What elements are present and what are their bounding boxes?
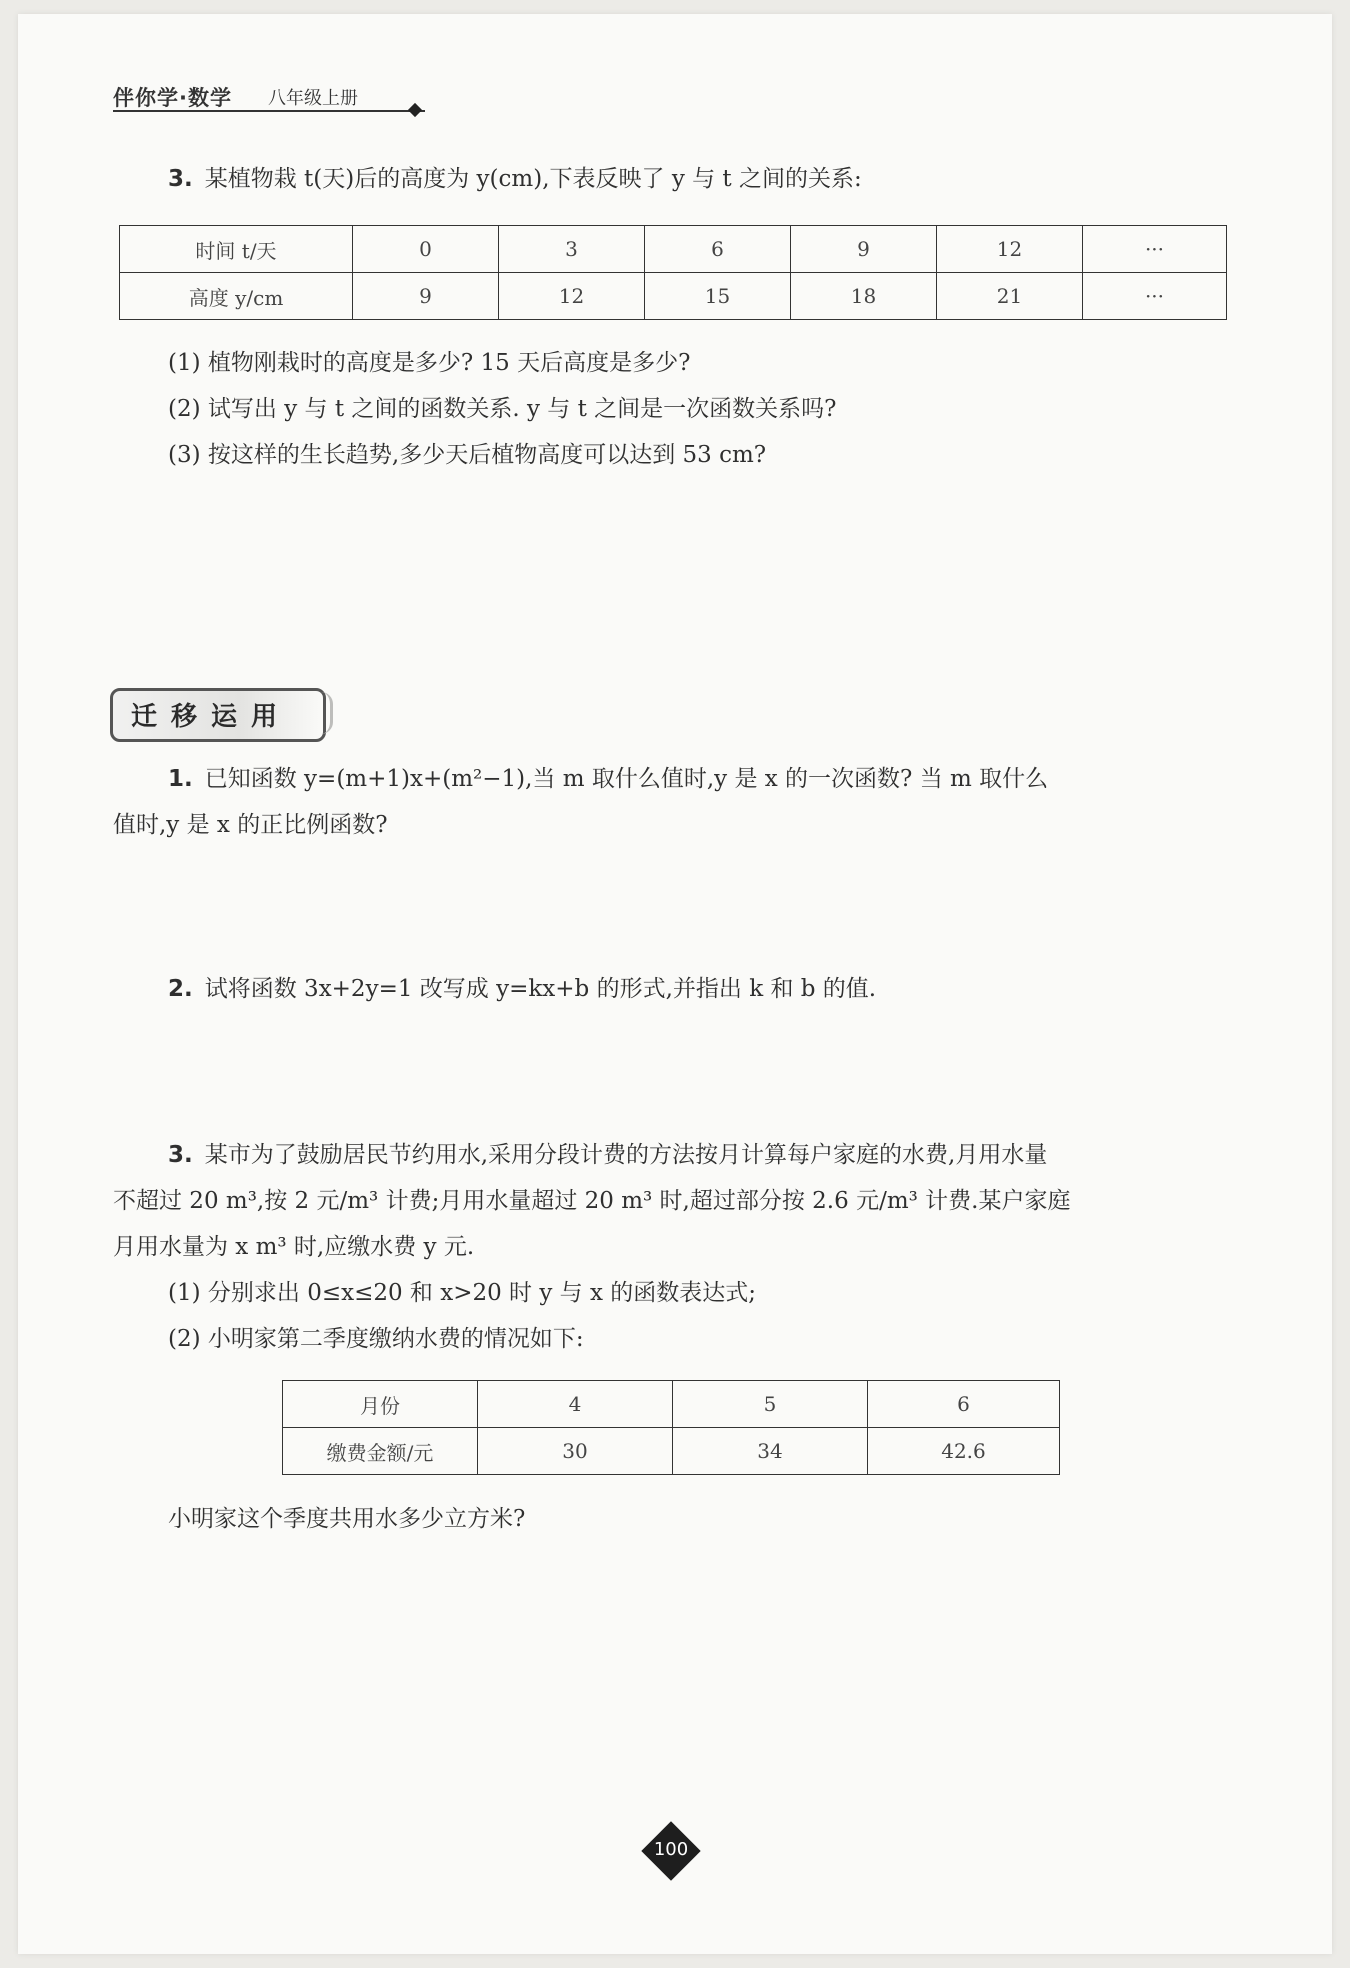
table-cell: 4 xyxy=(478,1381,673,1428)
water-fee-table xyxy=(282,1380,1060,1475)
table-row-label: 缴费金额/元 xyxy=(283,1428,478,1475)
subquestion: (3) 按这样的生长趋势,多少天后植物高度可以达到 53 cm? xyxy=(168,442,767,468)
table-cell: 6 xyxy=(645,226,791,273)
subquestion: (1) 分别求出 0≤x≤20 和 x>20 时 y 与 x 的函数表达式; xyxy=(168,1280,757,1306)
badge-decoration xyxy=(316,692,333,734)
growth-table xyxy=(119,225,1227,320)
table-cell: ··· xyxy=(1083,226,1227,273)
question-3-stem: 3. 某植物栽 t(天)后的高度为 y(cm),下表反映了 y 与 t 之间的关系: xyxy=(168,166,862,192)
table-cell: 0 xyxy=(353,226,499,273)
table-cell: 9 xyxy=(791,226,937,273)
table-cell: 30 xyxy=(478,1428,673,1475)
table-cell: ··· xyxy=(1083,273,1227,320)
table-row-label: 高度 y/cm xyxy=(120,273,353,320)
question-1-line2: 值时,y 是 x 的正比例函数? xyxy=(113,812,388,838)
subquestion: (2) 试写出 y 与 t 之间的函数关系. y 与 t 之间是一次函数关系吗? xyxy=(168,396,837,422)
table-row xyxy=(120,273,1227,320)
question-3-line2: 不超过 20 m³,按 2 元/m³ 计费;月用水量超过 20 m³ 时,超过部分按 2.6 元/m³ 计费.某户家庭 xyxy=(113,1188,1071,1214)
table-cell: 3 xyxy=(499,226,645,273)
page-number: 100 xyxy=(653,1839,689,1860)
book-brand: 伴你学·数学 xyxy=(113,86,232,110)
table-cell: 9 xyxy=(353,273,499,320)
table-cell: 5 xyxy=(673,1381,868,1428)
question-3-line1: 3. 某市为了鼓励居民节约用水,采用分段计费的方法按月计算每户家庭的水费,月用水量 xyxy=(168,1142,1048,1168)
table-cell: 18 xyxy=(791,273,937,320)
section-title: 迁移运用 xyxy=(131,702,292,732)
section-title-badge xyxy=(110,688,326,742)
table-cell: 12 xyxy=(937,226,1083,273)
question-1-line1: 1. 已知函数 y=(m+1)x+(m²−1),当 m 取什么值时,y 是 x 的一次函数? 当 m 取什么 xyxy=(168,766,1049,792)
table-row-label: 时间 t/天 xyxy=(120,226,353,273)
subquestion: (2) 小明家第二季度缴纳水费的情况如下: xyxy=(168,1326,584,1352)
table-cell: 6 xyxy=(868,1381,1060,1428)
table-cell: 42.6 xyxy=(868,1428,1060,1475)
subquestion: (1) 植物刚栽时的高度是多少? 15 天后高度是多少? xyxy=(168,350,691,376)
table-row xyxy=(283,1381,1060,1428)
book-grade: 八年级上册 xyxy=(268,88,358,109)
running-header xyxy=(113,82,425,112)
question-3-closing: 小明家这个季度共用水多少立方米? xyxy=(168,1506,526,1532)
table-row xyxy=(283,1428,1060,1475)
question-3-line3: 月用水量为 x m³ 时,应缴水费 y 元. xyxy=(113,1234,475,1260)
table-cell: 12 xyxy=(499,273,645,320)
table-row xyxy=(120,226,1227,273)
question-2: 2. 试将函数 3x+2y=1 改写成 y=kx+b 的形式,并指出 k 和 b 的值. xyxy=(168,976,877,1002)
table-row-label: 月份 xyxy=(283,1381,478,1428)
table-cell: 21 xyxy=(937,273,1083,320)
table-cell: 34 xyxy=(673,1428,868,1475)
table-cell: 15 xyxy=(645,273,791,320)
